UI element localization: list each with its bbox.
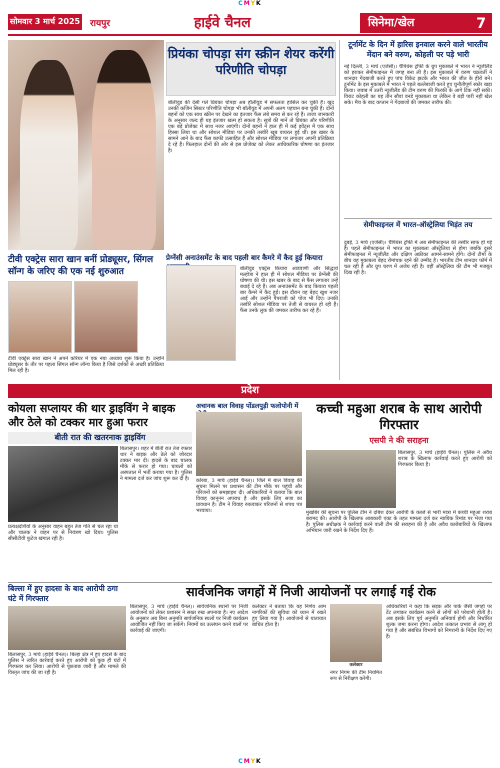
sara-khan-headline: टीवी एक्ट्रेस सारा खान बनीं प्रोड्यूसर, सिंगल सॉन्ग के जरिए की एक नई शुरुआत <box>8 255 154 277</box>
mahua-subheadline: एसपी ने की सराहना <box>369 436 429 445</box>
page-number: 7 <box>476 16 486 32</box>
varun-body: नई दिल्ली, 3 मार्च (एजेंसी)। चैंपियंस ट्रॉफी के ग्रुप मुकाबले में भारत ने न्यूजीलैंड को हराकर सेमीफाइनल में जगह बना ली है। इस मुकाबले में वरुण चक्रवर्ती ने शानदार गेंदबाजी करते हुए पांच विकेट झटके और भारत की जीत के हीरो बने। टूर्नामेंट के इस मुकाबले में भारत ने पहले बल्लेबाजी करते हुए चुनौतीपूर्ण स्कोर खड़ा किया। जवाब में उतरी न्यूजीलैंड की टीम वरुण की फिरकी के आगे टिक नहीं सकी। विराट कोहली का यह तीन सौवां वनडे मुकाबला था लेकिन वे बड़ी पारी नहीं खेल सके। मैच के बाद कप्तान ने गेंदबाजों की जमकर तारीफ की। <box>344 64 492 106</box>
collector-caption: कलेक्टर <box>349 663 363 668</box>
child-marriage-body: कोरबा, 3 मार्च (हाईवे चैनल)। जिले में बाल विवाह की सूचना मिलने पर प्रशासन की टीम मौके पर पहुंची और परिजनों को समझाइश दी। अधिकारियों ने बताया कि बाल विवाह कानूनन अपराध है और इसके लिए सजा का प्रावधान है। टीम ने विवाह रुकवाकर परिजनों से शपथ पत्र भरवाया। <box>196 478 302 514</box>
mahua-arrest-photo <box>306 450 396 508</box>
thar-vehicle-photo <box>8 446 118 522</box>
kiara-body: बॉलीवुड एक्ट्रेस कियारा आडवाणी और सिद्धार्थ मल्होत्रा ने हाल ही में सोशल मीडिया पर प्रेग्नेंसी की घोषणा की थी। इस खबर के बाद से फैंस लगातार उन्हें बधाई दे रहे हैं। अब अनाउंसमेंट के बाद कियारा पहली बार कैमरे में कैद हुईं। इस दौरान वह बेहद खुश नजर आईं और उन्होंने पैपराजी को पोज भी दिए। उनकी तस्वीरें सोशल मीडिया पर तेजी से वायरल हो रही हैं। फैंस उनके लुक की जमकर तारीफ कर रहे हैं। <box>240 266 338 314</box>
bilha-group-photo <box>8 606 126 650</box>
issue-date: सोमवार 3 मार्च 2025 <box>8 14 82 30</box>
page-header <box>8 12 492 36</box>
priyanka-body: बॉलीवुड की देसी गर्ल प्रियंका चोपड़ा अब हॉलीवुड में सफलता हासिल कर चुकी हैं। खुद उनकी कजिन सिस्टर परिणीति चोपड़ा भी बॉलीवुड में अपनी अलग पहचान बना चुकी हैं। दोनों बहनों को एक साथ स्क्रीन पर देखने का इंतजार फैंस लंबे समय से कर रहे हैं। ताजा जानकारी के अनुसार जल्द ही यह इंतजार खत्म हो सकता है। सूत्रों की मानें तो प्रियंका और परिणीति एक बड़े प्रोजेक्ट में साथ नजर आएंगी। दोनों बहनों ने हाल ही में कई इवेंट्स में एक साथ हिस्सा लिया था और सोशल मीडिया पर उनकी तस्वीरें खूब वायरल हुई थीं। इस खबर के सामने आने के बाद फैंस काफी उत्साहित हैं और सोशल मीडिया पर लगातार अपनी प्रतिक्रिया दे रहे हैं। फिलहाल दोनों की ओर से इस प्रोजेक्ट को लेकर आधिकारिक घोषणा का इंतजार है। <box>168 100 334 154</box>
color-registration-bar-bottom: CMYK <box>238 758 262 765</box>
section-name: सिनेमा/खेल <box>368 16 415 29</box>
public-events-body-3: अधिकारियों ने कहा कि सड़क और पार्क जैसी जगहों पर टेंट लगाकर कार्यक्रम करने से लोगों को परेशानी होती है। अब इसके लिए पूर्व अनुमति अनिवार्य होगी और निर्धारित शुल्क जमा करना होगा। आदेश तत्काल प्रभाव से लागू हो गया है और संबंधित विभागों को निगरानी के निर्देश दिए गए हैं। <box>386 604 492 640</box>
sara-khan-photo-1 <box>8 281 72 353</box>
mahua-body-2: मुखबिर की सूचना पर पुलिस टीम ने दबिश देकर आरोपी के कब्जे से भारी मात्रा में कच्ची महुआ शराब बरामद की। आरोपी के खिलाफ आबकारी एक्ट के तहत मामला दर्ज कर न्यायिक रिमांड पर भेजा गया है। पुलिस अधीक्षक ने कार्रवाई करने वाली टीम की सराहना की है और अवैध कारोबारियों के खिलाफ अभियान जारी रखने के निर्देश दिए हैं। <box>306 510 492 534</box>
newspaper-brand: हाईवे चैनल <box>194 15 251 31</box>
public-events-body-4: नगर निगम की टीम नियमित रूप से निरीक्षण करेगी। <box>330 670 382 682</box>
kiara-photo <box>166 265 236 361</box>
section-label-box <box>360 13 492 33</box>
varun-headline: टूर्नामेंट के दिन में हारिस इनवाल करने वाले भारतीय मेंदान बने वरुण, कोहली पर पड़े भारी <box>348 40 488 59</box>
thar-accident-subheadline: बीती रात की खतरनाक ड्राइविंग <box>8 432 192 444</box>
section-band-label: प्रदेश <box>241 385 259 396</box>
bilha-headline: बिल्ला में हुए हादसा के बाद आरोपी ठगा घंटे में गिरफ्तार <box>8 584 118 603</box>
semifinal-body: दुबई, 3 मार्च (एजेंसी)। चैंपियंस ट्रॉफी में अब सेमीफाइनल की तस्वीर साफ हो गई है। पहले सेमीफाइनल में भारत का मुकाबला ऑस्ट्रेलिया से होगा जबकि दूसरे सेमीफाइनल में न्यूजीलैंड और दक्षिण अफ्रीका आमने-सामने होंगे। दोनों टीमों के बीच यह मुकाबला बेहद रोमांचक रहने की उम्मीद है। भारतीय टीम शानदार फॉर्म में चल रही है और ग्रुप चरण में अजेय रही है। वहीं ऑस्ट्रेलिया की टीम भी मजबूत दिख रही है। <box>344 240 492 276</box>
child-marriage-headline: अचानक बाल विवाह पोंडलपुड़ी फलोपोनी में <box>196 402 299 410</box>
sara-khan-photo-2 <box>74 281 138 353</box>
public-events-headline: सार्वजनिक जगहों में निजी आयोजनों पर लगाई गई रोक <box>186 584 436 599</box>
sara-khan-body: टीवी एक्ट्रेस सारा खान ने अपने करियर में एक नया अध्याय शुरू किया है। उन्होंने प्रोड्यूसर के तौर पर पहला सिंगल सॉन्ग लॉन्च किया है जिसे दर्शकों से अच्छी प्रतिक्रिया मिल रही है। <box>8 356 164 374</box>
thar-accident-body-2: प्रत्यक्षदर्शियों के अनुसार वाहन बहुत तेज गति से चल रहा था और चालक ने वाहन पर से नियंत्रण खो दिया। पुलिस सीसीटीवी फुटेज खंगाल रही है। <box>8 524 118 542</box>
priyanka-parineeti-photo <box>8 40 164 250</box>
mahua-headline: कच्ची महुआ शराब के साथ आरोपी गिरफ्तार <box>316 402 482 433</box>
semifinal-headline: सेमीफाइनल में भारत-ऑस्ट्रेलिया भिड़ंत तय <box>344 218 492 230</box>
column-divider <box>339 40 340 380</box>
row-divider <box>8 582 492 583</box>
child-marriage-photo <box>196 412 302 476</box>
kiara-headline: प्रेग्नेंसी अनाउंसमेंट के बाद पहली बार कैमरे में कैद हुई कियारा <box>166 254 323 262</box>
bilha-body: बिलासपुर, 3 मार्च (हाईवे चैनल)। बिल्हा क्षेत्र में हुए हादसे के बाद पुलिस ने त्वरित कार्रवाई करते हुए आरोपी को कुछ ही घंटों में गिरफ्तार कर लिया। आरोपी से पूछताछ जारी है और मामले की विस्तृत जांच की जा रही है। <box>8 652 126 676</box>
mahua-body-1: बिलासपुर, 3 मार्च (हाईवे चैनल)। पुलिस ने अवैध शराब के खिलाफ कार्रवाई करते हुए आरोपी को गिरफ्तार किया है। <box>398 450 492 468</box>
public-events-body-1: बिलासपुर, 3 मार्च (हाईवे चैनल)। सार्वजनिक स्थानों पर निजी आयोजनों को लेकर प्रशासन ने सख्त रुख अपनाया है। नए आदेश के अनुसार अब बिना अनुमति सार्वजनिक स्थलों पर निजी कार्यक्रम आयोजित नहीं किए जा सकेंगे। नियमों का उल्लंघन करने वालों पर कार्रवाई की जाएगी। <box>130 604 248 634</box>
priyanka-headline: प्रियंका चोपड़ा संग स्क्रीन शेयर करेंगी परिणीति चोपड़ा <box>167 46 335 77</box>
color-registration-bar: CMYK <box>238 0 262 7</box>
thar-accident-headline: कोयला सप्लायर की थार ड्राइविंग ने बाइक और ठेले को टक्कर मार हुआ फरार <box>8 402 176 429</box>
thar-accident-body: बिलासपुर। शहर में बीती रात तेज रफ्तार थार ने बाइक और ठेले को जोरदार टक्कर मार दी। हादसे के बाद चालक मौके से फरार हो गया। घायलों को अस्पताल में भर्ती कराया गया है। पुलिस ने मामला दर्ज कर जांच शुरू कर दी है। <box>120 446 192 482</box>
public-events-body-2: कलेक्टर ने बताया कि यह निर्णय आम नागरिकों की सुविधा को ध्यान में रखते हुए लिया गया है। आयोजनों से यातायात बाधित होता है। <box>252 604 326 628</box>
edition-city: रायपुर <box>90 19 111 29</box>
collector-photo <box>330 604 382 662</box>
